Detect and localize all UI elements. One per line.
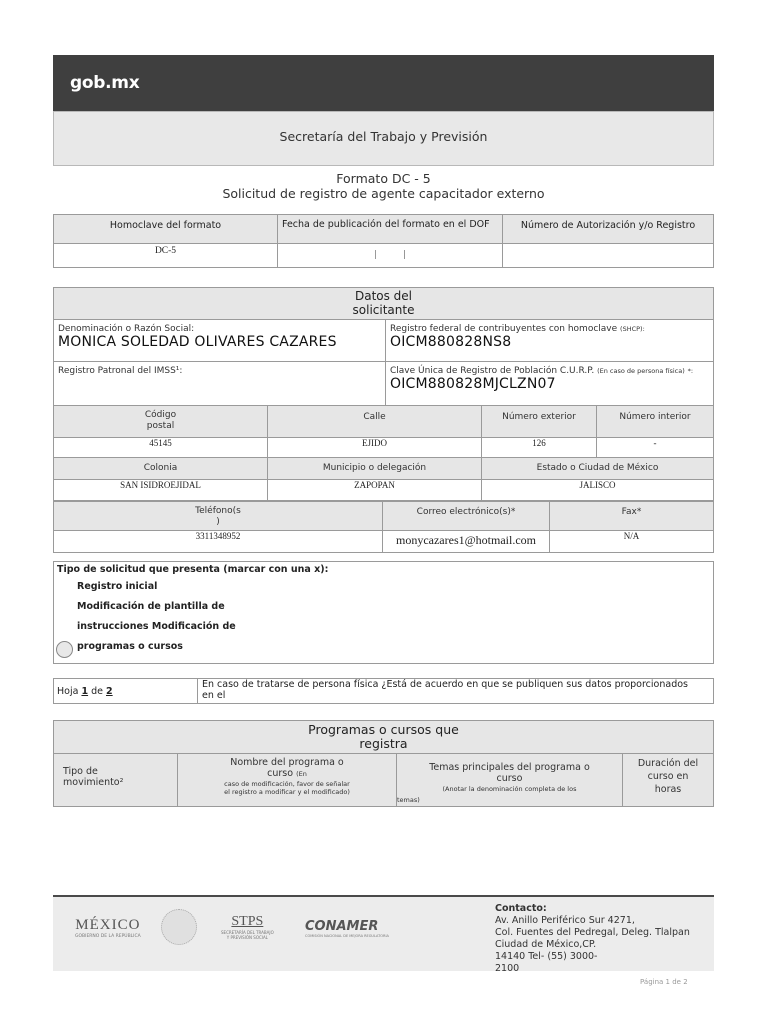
duracion-label-1: Duración del	[637, 758, 699, 769]
razon-social-value: MONICA SOLEDAD OLIVARES CAZARES	[58, 334, 337, 350]
curp-cell[interactable]	[386, 362, 714, 406]
curp-star: *:	[687, 367, 694, 375]
mexico-logo-sub: GOBIERNO DE LA REPÚBLICA	[75, 934, 141, 939]
contact-title: Contacto:	[495, 903, 547, 914]
curp-note: (En caso de persona física)	[597, 367, 685, 375]
imss-cell[interactable]	[54, 362, 386, 406]
direccion-table-2	[53, 457, 714, 501]
curp-label: Clave Única de Registro de Población C.U.R.P.	[390, 366, 595, 376]
secretaria-bar	[53, 111, 714, 166]
cp-header	[54, 406, 268, 438]
direccion-table-1	[53, 405, 714, 458]
temas-header	[397, 754, 623, 807]
imss-label: Registro Patronal del IMSS¹:	[58, 366, 183, 376]
tipo-movimiento-label-2: movimiento²	[63, 777, 124, 788]
estado-value[interactable]: JALISCO	[482, 480, 714, 501]
stps-sub-2: Y PREVISIÓN SOCIAL	[226, 935, 268, 940]
conamer-logo-text: CONAMER	[305, 919, 379, 934]
homoclave-header: Homoclave del formato	[54, 215, 278, 244]
hoja-divider	[197, 679, 198, 704]
programas-section-header	[54, 721, 714, 754]
municipio-value[interactable]: ZAPOPAN	[268, 480, 482, 501]
cp-label-1: Código	[144, 410, 177, 420]
duracion-label-3: horas	[654, 784, 682, 795]
telefono-header	[54, 502, 383, 531]
telefono-label-2: )	[216, 517, 220, 527]
duracion-header	[623, 754, 714, 807]
correo-header: Correo electrónico(s)*	[383, 502, 550, 531]
footer-bar	[53, 895, 714, 974]
stps-sub-1: SECRETARÍA DEL TRABAJO	[221, 930, 274, 935]
tipo-radio-circle[interactable]	[56, 641, 73, 658]
hoja-de: de	[91, 686, 103, 697]
municipio-header: Municipio o delegación	[268, 458, 482, 480]
rfc-value: OICM880828NS8	[390, 334, 512, 350]
numint-value[interactable]: -	[597, 438, 714, 458]
tipo-modificacion-instrucciones[interactable]: instrucciones Modificación de	[77, 621, 236, 632]
solicitante-title-2: solicitante	[352, 303, 415, 317]
contacto-table	[53, 501, 714, 553]
fax-value[interactable]: N/A	[550, 531, 714, 553]
numint-header: Número interior	[597, 406, 714, 438]
rfc-label: Registro federal de contribuyentes con homoclave	[390, 324, 618, 334]
numero-value[interactable]	[503, 244, 714, 268]
nombre-programa-note-3: el registro a modificar y el modificado)	[224, 788, 350, 796]
homoclave-value: DC-5	[54, 244, 278, 268]
fax-header: Fax*	[550, 502, 714, 531]
correo-value[interactable]: monycazares1@hotmail.com	[383, 531, 550, 553]
telefono-value[interactable]: 3311348952	[54, 531, 383, 553]
tipo-solicitud-prompt: Tipo de solicitud que presenta (marcar con una x):	[57, 564, 329, 575]
secretaria-title: Secretaría del Trabajo y Previsión	[279, 129, 488, 144]
programas-table	[53, 720, 714, 807]
calle-value[interactable]: EJIDO	[268, 438, 482, 458]
stps-logo-text: STPS	[231, 914, 264, 929]
gob-header-bar	[53, 55, 714, 111]
tipo-modificacion-plantilla[interactable]: Modificación de plantilla de	[77, 601, 225, 612]
contact-line-3: Ciudad de México,CP.	[495, 939, 597, 950]
homoclave-table	[53, 214, 714, 268]
temas-note: (Anotar la denominación completa de los	[442, 785, 577, 793]
contact-line-2: Col. Fuentes del Pedregal, Deleg. Tlalpan	[495, 927, 690, 938]
razon-social-label: Denominación o Razón Social:	[58, 324, 195, 334]
contact-block	[495, 903, 690, 975]
conamer-logo	[305, 919, 389, 938]
programas-title-2: registra	[359, 736, 408, 751]
numext-header: Número exterior	[482, 406, 597, 438]
duracion-label-2: curso en	[647, 771, 689, 782]
hoja-box	[53, 678, 714, 704]
razon-social-cell[interactable]	[54, 320, 386, 362]
contact-line-1: Av. Anillo Periférico Sur 4271,	[495, 915, 635, 926]
mexico-logo-text: MÉXICO	[75, 917, 141, 933]
temas-label-2: curso	[496, 773, 523, 784]
fecha-header: Fecha de publicación del formato en el DOF	[278, 215, 503, 244]
telefono-label-1: Teléfono(s	[195, 506, 241, 516]
solicitante-section-header	[54, 288, 714, 320]
solicitante-table	[53, 287, 714, 406]
curp-value: OICM880828MJCLZN07	[390, 376, 556, 392]
nombre-programa-note-2: caso de modificación, favor de señalar	[224, 780, 350, 788]
form-title-block	[53, 171, 714, 201]
form-title: Solicitud de registro de agente capacitador externo	[222, 186, 545, 201]
tipo-programas-cursos[interactable]: programas o cursos	[77, 641, 183, 652]
colonia-value[interactable]: SAN ISIDROEJIDAL	[54, 480, 268, 501]
temas-label-1: Temas principales del programa o	[429, 762, 590, 773]
hoja-consent-text: En caso de tratarse de persona física ¿Está de acuerdo en que se publiquen sus datos proporcionados en el	[202, 679, 688, 701]
hoja-indicator	[57, 686, 113, 697]
tipo-movimiento-label-1: Tipo de	[63, 766, 98, 777]
tipo-movimiento-header	[54, 754, 178, 807]
cp-value[interactable]: 45145	[54, 438, 268, 458]
hoja-current: 1	[81, 686, 89, 697]
nombre-programa-label-2: curso	[267, 768, 294, 779]
stps-logo	[221, 914, 274, 940]
estado-header: Estado o Ciudad de México	[482, 458, 714, 480]
page-number: Página 1 de 2	[640, 978, 688, 986]
nombre-programa-label-1: Nombre del programa o	[230, 757, 344, 768]
programas-title-1: Programas o cursos que	[308, 722, 459, 737]
temas-note-2: temas)	[397, 796, 420, 804]
numext-value[interactable]: 126	[482, 438, 597, 458]
cp-label-2: postal	[146, 421, 175, 431]
tipo-registro-inicial[interactable]: Registro inicial	[77, 581, 158, 592]
gob-mx-logo[interactable]: gob.mx	[70, 73, 140, 93]
hoja-total: 2	[106, 686, 113, 697]
colonia-header: Colonia	[54, 458, 268, 480]
nombre-programa-header	[178, 754, 397, 807]
rfc-cell[interactable]	[386, 320, 714, 362]
mexico-logo	[75, 917, 141, 939]
hoja-label: Hoja	[57, 686, 79, 697]
rfc-note: (SHCP):	[620, 325, 645, 333]
fecha-value[interactable]: | |	[278, 244, 503, 268]
conamer-sub: COMISIÓN NACIONAL DE MEJORA REGULATORIA	[305, 934, 389, 938]
solicitante-title-1: Datos del	[354, 289, 413, 303]
calle-header: Calle	[268, 406, 482, 438]
numero-header: Número de Autorización y/o Registro	[503, 215, 714, 244]
mexico-seal-icon	[161, 909, 197, 945]
contact-line-4: 14140 Tel- (55) 3000-	[495, 951, 598, 962]
nombre-programa-note-1: (En	[296, 770, 307, 778]
contact-line-5: 2100	[495, 963, 520, 974]
form-code: Formato DC - 5	[336, 171, 431, 186]
